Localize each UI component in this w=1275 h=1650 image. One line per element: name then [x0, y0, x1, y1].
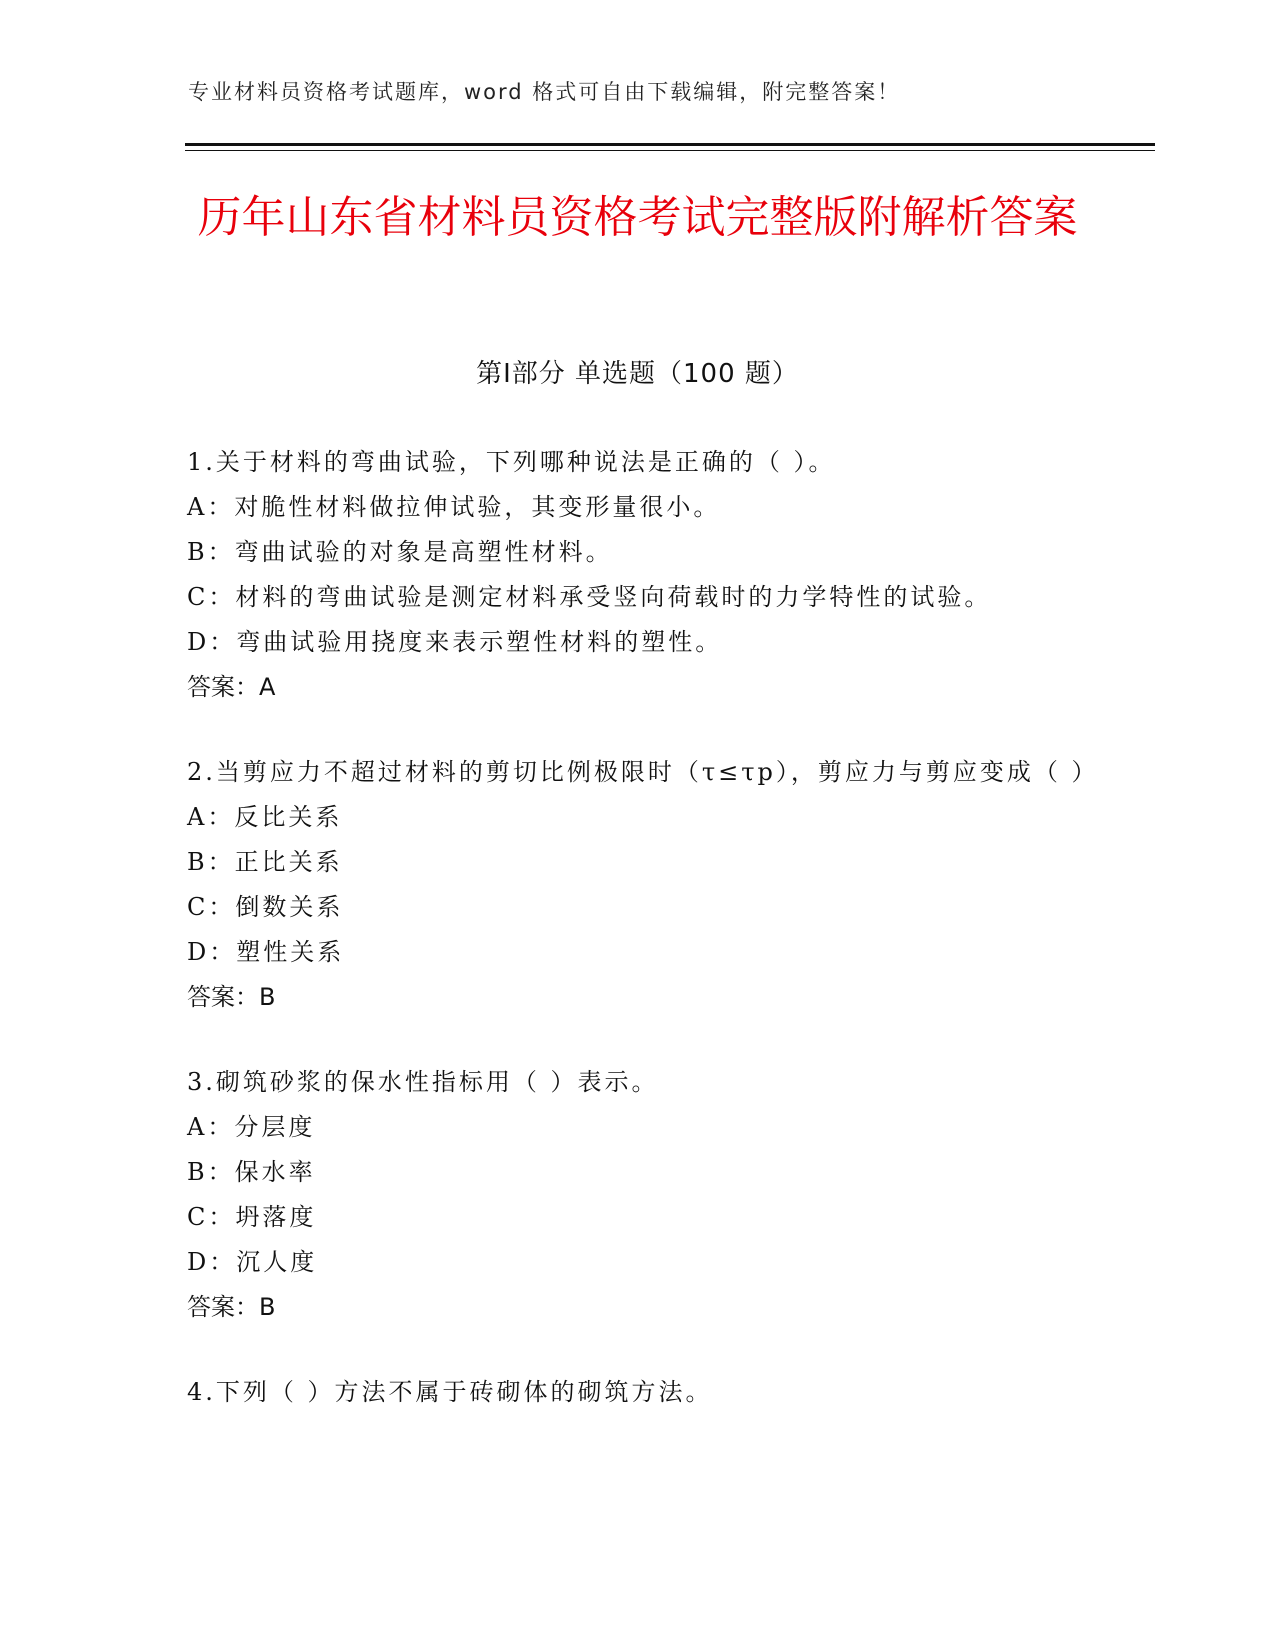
option-d: D：弯曲试验用挠度来表示塑性材料的塑性。 [187, 628, 723, 656]
option-d: D：沉人度 [187, 1248, 318, 1276]
section-title: 第Ⅰ部分 单选题（100 题） [476, 359, 799, 389]
option-a: A：分层度 [187, 1113, 316, 1141]
question-3 [187, 1060, 1087, 1330]
option-b: B：弯曲试验的对象是高塑性材料。 [187, 538, 613, 566]
answer: 答案：B [187, 983, 276, 1011]
header-note: 专业材料员资格考试题库，word 格式可自由下载编辑，附完整答案！ [188, 80, 901, 104]
option-c: C：材料的弯曲试验是测定材料承受竖向荷载时的力学特性的试验。 [187, 583, 992, 611]
document-title: 历年山东省材料员资格考试完整版附解析答案 [197, 192, 1078, 243]
question-1 [187, 440, 1087, 710]
question-text: 4.下列（ ）方法不属于砖砌体的砌筑方法。 [187, 1378, 713, 1406]
question-list [187, 440, 1099, 1455]
question-text: 1.关于材料的弯曲试验，下列哪种说法是正确的（ ）。 [187, 448, 836, 476]
question-text: 2.当剪应力不超过材料的剪切比例极限时（τ≤τp），剪应力与剪应变成（ ） [187, 758, 1099, 786]
option-b: B：正比关系 [187, 848, 343, 876]
option-c: C：倒数关系 [187, 893, 344, 921]
question-2 [187, 750, 1099, 1020]
answer: 答案：A [187, 673, 276, 701]
option-d: D：塑性关系 [187, 938, 345, 966]
option-c: C：坍落度 [187, 1203, 317, 1231]
option-a: A：对脆性材料做拉伸试验，其变形量很小。 [187, 493, 721, 521]
header-rule-thick [185, 143, 1155, 146]
answer: 答案：B [187, 1293, 276, 1321]
question-4 [187, 1370, 1087, 1415]
header-rule-thin [185, 150, 1155, 151]
option-a: A：反比关系 [187, 803, 343, 831]
option-b: B：保水率 [187, 1158, 316, 1186]
question-text: 3.砌筑砂浆的保水性指标用（ ）表示。 [187, 1068, 659, 1096]
